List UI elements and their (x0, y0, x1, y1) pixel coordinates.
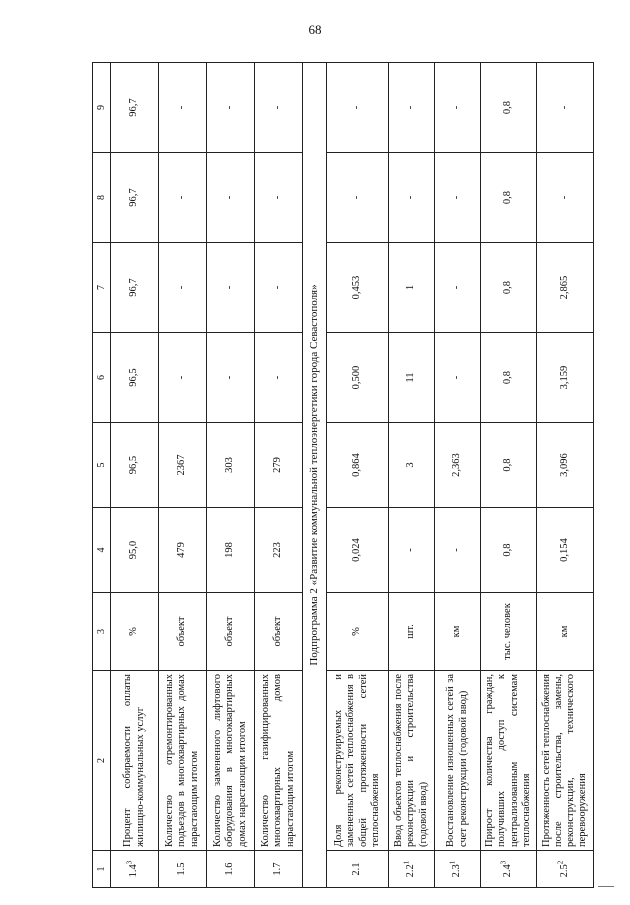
value-cell: - (207, 333, 255, 423)
value-cell: - (159, 333, 207, 423)
value-cell: 3,159 (537, 333, 594, 423)
row-number: 2.3 (451, 864, 463, 878)
value-cell: 11 (389, 333, 435, 423)
value-cell: 479 (159, 508, 207, 593)
row-number-superscript: 1 (402, 860, 411, 865)
table-row (537, 63, 594, 888)
indicator-name-cell: Количество газифицированных многоквартирных домов нарастающим итогом (255, 671, 303, 851)
row-number: 2.2 (405, 864, 417, 878)
row-number-cell (435, 851, 481, 888)
value-cell: 0,8 (481, 63, 537, 153)
value-cell: 96,7 (111, 63, 159, 153)
value-cell: 1 (389, 243, 435, 333)
unit-cell: объект (207, 593, 255, 671)
unit-cell: тыс. человек (481, 593, 537, 671)
value-cell: 0,500 (327, 333, 389, 423)
row-number-cell (255, 851, 303, 888)
value-cell: 96,7 (111, 153, 159, 243)
row-number-cell (207, 851, 255, 888)
value-cell: 0,8 (481, 508, 537, 593)
row-number-cell (481, 851, 537, 888)
value-cell: - (207, 153, 255, 243)
value-cell: - (327, 63, 389, 153)
section-row (303, 63, 327, 888)
row-number: 1.4 (128, 864, 140, 878)
unit-cell: км (537, 593, 594, 671)
value-cell: - (435, 243, 481, 333)
value-cell: - (207, 243, 255, 333)
header-cell: 5 (93, 423, 111, 508)
value-cell: - (435, 508, 481, 593)
value-cell: - (435, 333, 481, 423)
row-number: 2.1 (351, 862, 363, 876)
row-number-superscript: 3 (125, 860, 134, 865)
value-cell: - (327, 153, 389, 243)
table-row (389, 63, 435, 888)
value-cell: 0,8 (481, 243, 537, 333)
unit-cell: шт. (389, 593, 435, 671)
header-cell: 9 (93, 63, 111, 153)
value-cell: 0,864 (327, 423, 389, 508)
indicator-name-cell: Количество отремонтированных подъездов в многоквартирных домах нарастающим итогом (159, 671, 207, 851)
indicator-name-cell: Количество замененного лифтового оборудования в многоквартирных домах нарастающим итогом (207, 671, 255, 851)
value-cell: - (159, 63, 207, 153)
row-number: 1.6 (224, 862, 236, 876)
table-row (207, 63, 255, 888)
value-cell: 0,8 (481, 423, 537, 508)
value-cell: - (537, 63, 594, 153)
unit-cell: % (327, 593, 389, 671)
value-cell: - (255, 333, 303, 423)
unit-cell: % (111, 593, 159, 671)
value-cell: 2367 (159, 423, 207, 508)
table-row (255, 63, 303, 888)
value-cell: 0,8 (481, 333, 537, 423)
page-edge-mark (598, 886, 614, 887)
value-cell: 0,453 (327, 243, 389, 333)
value-cell: 3,096 (537, 423, 594, 508)
value-cell: 96,5 (111, 333, 159, 423)
row-number: 2.5 (558, 864, 570, 878)
indicators-table (92, 62, 594, 888)
value-cell: 95,0 (111, 508, 159, 593)
value-cell: - (159, 243, 207, 333)
header-cell: 1 (93, 851, 111, 888)
header-cell: 7 (93, 243, 111, 333)
value-cell: 303 (207, 423, 255, 508)
indicator-name-cell: Восстановление изношенных сетей за счет реконструкции (годовой ввод) (435, 671, 481, 851)
value-cell: 198 (207, 508, 255, 593)
row-number-superscript: 3 (499, 860, 508, 865)
value-cell: 0,8 (481, 153, 537, 243)
table-header-row (93, 63, 111, 888)
value-cell: - (207, 63, 255, 153)
header-cell: 3 (93, 593, 111, 671)
indicator-name-cell: Прирост количества граждан, получивших доступ к централизованным системам теплоснабжения (481, 671, 537, 851)
value-cell: - (389, 63, 435, 153)
table-row (159, 63, 207, 888)
value-cell: 96,7 (111, 243, 159, 333)
value-cell: - (389, 508, 435, 593)
value-cell: 279 (255, 423, 303, 508)
row-number-superscript: 2 (556, 860, 565, 865)
header-cell: 8 (93, 153, 111, 243)
table-row (435, 63, 481, 888)
value-cell: 0,154 (537, 508, 594, 593)
indicator-name-cell: Доля реконструируемых и замененных сетей теплоснабжения в общей протяженности сетей теплоснабжения (327, 671, 389, 851)
value-cell: - (389, 153, 435, 243)
row-number-superscript: 1 (448, 860, 457, 865)
indicators-table-rotated (92, 63, 589, 888)
row-number-cell (537, 851, 594, 888)
value-cell: - (435, 153, 481, 243)
header-cell: 2 (93, 671, 111, 851)
value-cell: 223 (255, 508, 303, 593)
value-cell: 3 (389, 423, 435, 508)
row-number-cell (327, 851, 389, 888)
value-cell: 96,5 (111, 423, 159, 508)
indicator-name-cell: Ввод объектов теплоснабжения после реконструкции и строительства (годовой ввод) (389, 671, 435, 851)
table-body (93, 63, 594, 888)
row-number-cell (389, 851, 435, 888)
section-title: Подпрограмма 2 «Развитие коммунальной теплоэнергетики города Севастополя» (303, 63, 327, 888)
row-number-cell (159, 851, 207, 888)
page-number: 68 (308, 22, 322, 37)
value-cell: 2,865 (537, 243, 594, 333)
row-number-cell (111, 851, 159, 888)
row-number: 1.7 (272, 862, 284, 876)
header-cell: 4 (93, 508, 111, 593)
row-number: 2.4 (502, 864, 514, 878)
table-row (327, 63, 389, 888)
unit-cell: объект (255, 593, 303, 671)
value-cell: 2,363 (435, 423, 481, 508)
value-cell: - (255, 63, 303, 153)
value-cell: 0,024 (327, 508, 389, 593)
header-cell: 6 (93, 333, 111, 423)
unit-cell: км (435, 593, 481, 671)
indicator-name-cell: Процент собираемости оплаты жилищно-коммунальных услуг (111, 671, 159, 851)
value-cell: - (159, 153, 207, 243)
unit-cell: объект (159, 593, 207, 671)
value-cell: - (537, 153, 594, 243)
value-cell: - (255, 243, 303, 333)
table-row (111, 63, 159, 888)
indicator-name-cell: Протяженность сетей теплоснабжения после строительства, замены, реконструкции, технического перевооружения (537, 671, 594, 851)
value-cell: - (435, 63, 481, 153)
value-cell: - (255, 153, 303, 243)
table-row (481, 63, 537, 888)
row-number: 1.5 (176, 862, 188, 876)
